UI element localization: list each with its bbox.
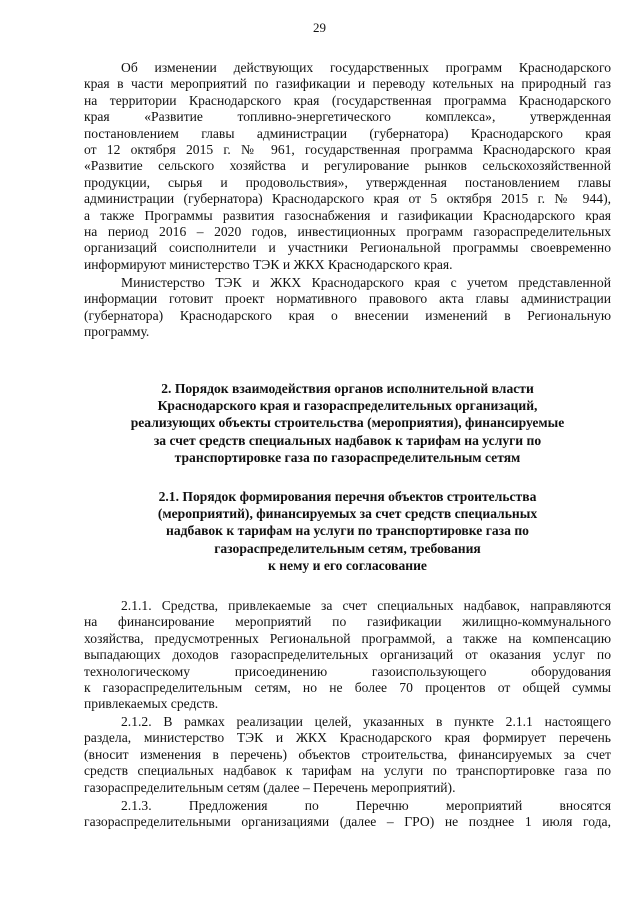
paragraph-2-1-2: [84, 714, 611, 796]
heading-line: 2. Порядок взаимодействия органов исполнительной власти: [161, 381, 534, 396]
text-line: хозяйства, предусмотренных Региональной программой, а также на компенсацию: [84, 630, 611, 646]
text-line: постановлением главы администрации (губернатора) Краснодарского края: [84, 125, 611, 141]
heading-line: надбавок к тарифам на услуги по транспортировке газа по: [166, 523, 529, 539]
text-line: выпадающих доходов газораспределительных организаций от оказания услуг по: [84, 647, 611, 663]
text-line: администрации (губернатора) Краснодарского края от 5 октября 2015 г. № 944),: [84, 191, 611, 207]
heading-line: газораспределительным сетям, требования: [214, 540, 481, 556]
paragraph-2-1-1: [84, 598, 611, 713]
heading-line: к нему и его согласование: [268, 557, 427, 573]
text-line: газораспределительными организациями (далее – ГРО) не позднее 1 июля года,: [84, 814, 611, 830]
paragraph-program-changes: [84, 60, 611, 273]
paragraph-ministry-draft: [84, 275, 611, 341]
text-line: на территории Краснодарского края (государственная программа Краснодарского: [84, 92, 611, 108]
text-line: (губернатора) Краснодарского края о внесении изменений в Региональную: [84, 307, 611, 323]
section-heading-2: [84, 380, 611, 466]
page-number: 29: [313, 20, 326, 35]
text-line: информируют министерство ТЭК и ЖКХ Краснодарского края.: [84, 256, 453, 272]
text-line: от 12 октября 2015 г. № 961, государственная программа Краснодарского края: [84, 142, 611, 158]
heading-line: реализующих объекты строительства (мероприятия), финансируемые: [130, 415, 565, 431]
text-line: информации готовит проект нормативного правового акта главы администрации: [84, 291, 611, 307]
text-line: программу.: [84, 324, 150, 340]
text-line: 2.1.3. Предложения по Перечню мероприятий вносятся: [121, 798, 611, 813]
text-line: средств специальных надбавок к тарифам на услуги по транспортировке газа по: [84, 763, 611, 779]
text-line: края в части мероприятий по газификации и переводу котельных на природный газ: [84, 76, 611, 92]
text-line: технологическому присоединению газоиспользующего оборудования: [84, 663, 611, 679]
subsection-heading-2-1: [84, 488, 611, 574]
text-line: (вносит изменения в перечень) объектов строительства, финансируемых за счет: [84, 746, 611, 762]
text-line: а также Программы развития газоснабжения и газификации Краснодарского края: [84, 207, 611, 223]
text-line: газораспределительным сетям (далее – Перечень мероприятий).: [84, 779, 456, 795]
text-line: раздела, министерство ТЭК и ЖКХ Краснодарского края формирует перечень: [84, 730, 611, 746]
text-line: Министерство ТЭК и ЖКХ Краснодарского края с учетом представленной: [121, 275, 611, 290]
heading-line: 2.1. Порядок формирования перечня объектов строительства: [158, 489, 537, 504]
heading-line: транспортировке газа по газораспределительным сетям: [174, 449, 521, 465]
text-line: 2.1.1. Средства, привлекаемые за счет специальных надбавок, направляются: [121, 598, 611, 613]
text-line: привлекаемых средств.: [84, 696, 219, 712]
text-line: организаций соисполнители и участники Региональной программы своевременно: [84, 240, 611, 256]
text-line: Об изменении действующих государственных программ Краснодарского: [121, 60, 611, 75]
heading-line: Краснодарского края и газораспределительных организаций,: [157, 398, 538, 414]
text-line: на финансирование мероприятий по газификации жилищно-коммунального: [84, 614, 611, 630]
text-line: «Развитие сельского хозяйства и регулирование рынков сельскохозяйственной: [84, 158, 611, 174]
text-line: продукции, сырья и продовольствия», утвержденная постановлением главы: [84, 174, 611, 190]
heading-line: (мероприятий), финансируемых за счет средств специальных: [157, 506, 538, 522]
paragraph-2-1-3: [84, 798, 611, 831]
text-line: на период 2016 – 2020 годов, инвестиционных программ газораспределительных: [84, 224, 611, 240]
heading-line: за счет средств специальных надбавок к тарифам на услуги по: [153, 432, 542, 448]
text-line: 2.1.2. В рамках реализации целей, указанных в пункте 2.1.1 настоящего: [121, 714, 611, 729]
text-line: к газораспределительным сетям, но не более 70 процентов от общей суммы: [84, 680, 611, 696]
text-line: края «Развитие топливно-энергетического комплекса», утвержденная: [84, 109, 611, 125]
